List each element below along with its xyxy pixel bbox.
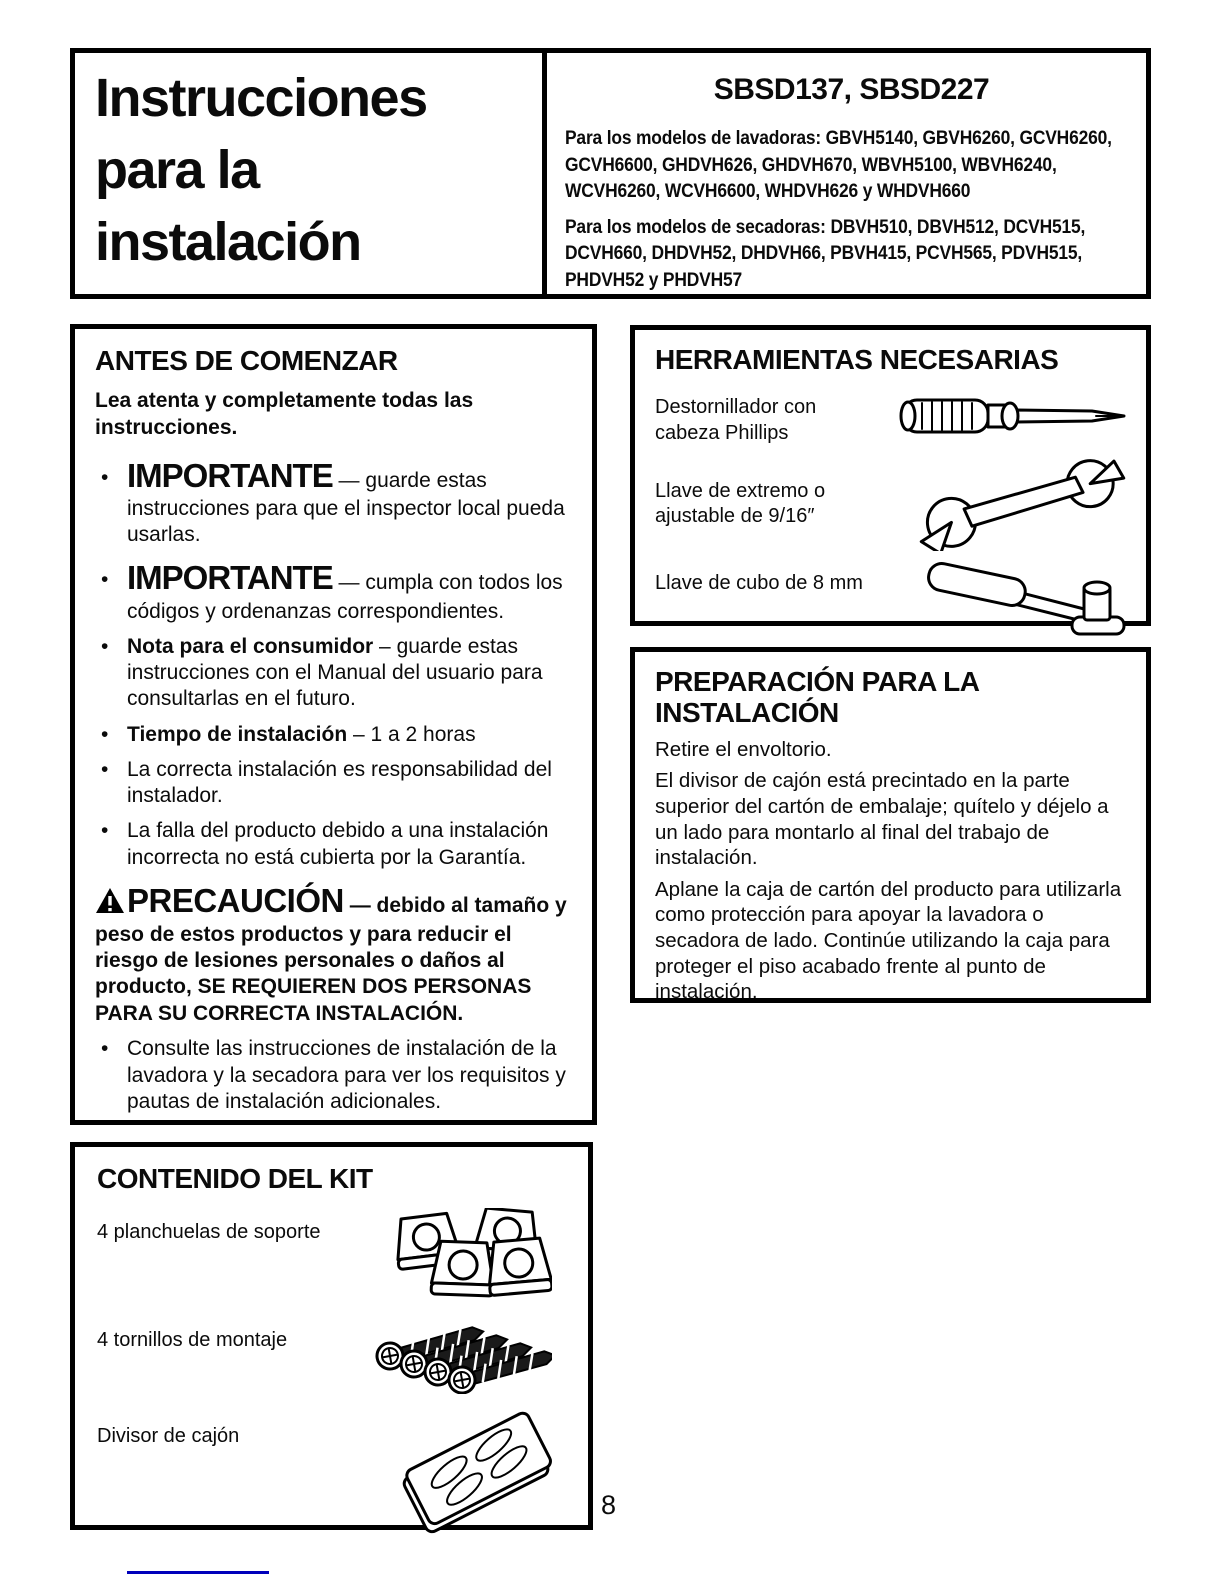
- warning-triangle-icon: [95, 887, 125, 914]
- important-item-2: [95, 557, 574, 625]
- caution-term: PRECAUCIÓN: [127, 881, 344, 919]
- list-item-text: La correcta instalación es responsabilidad del instalador.: [127, 757, 552, 808]
- page-title: Instrucciones para la instalación: [95, 68, 427, 272]
- kit-item-label: Divisor de cajón: [97, 1425, 240, 1448]
- footer-rule: [127, 1571, 269, 1574]
- dryer-models-list: Para los modelos de secadoras: DBVH510, DBVH512, DCVH515, DCVH660, DHDVH52, DHDVH66, PBVH415, PCVH565, PDVH515, PHDVH52 y PHDVH57: [565, 215, 1086, 291]
- caution-paragraph: [95, 880, 574, 1027]
- before-start-intro: Lea atenta y completamente todas las instrucciones.: [95, 389, 474, 440]
- tools-section: [630, 325, 1151, 626]
- important-item-1: [95, 455, 574, 549]
- header-box: [70, 48, 1151, 299]
- bullet-icon: •: [101, 634, 109, 658]
- list-item: [95, 757, 574, 810]
- preparation-paragraph: El divisor de cajón está precintado en la parte superior del cartón de embalaje; quítelo y déjelo a un lado para montarlo al final del trabajo de instalación.: [655, 769, 1109, 870]
- page-number: 8: [601, 1490, 617, 1520]
- kit-row: [97, 1402, 570, 1542]
- preparation-paragraph: Aplane la caja de cartón del producto para utilizarla como protección para apoyar la lavadora o secadora de lado. Continúe utilizando la caja para proteger el piso acabado frente al punto de instalación.: [655, 877, 1122, 1004]
- kit-row: [97, 1312, 570, 1394]
- bullet-icon: •: [101, 757, 109, 781]
- tool-row: [655, 459, 1130, 551]
- kit-row: [97, 1208, 570, 1306]
- before-start-title: ANTES DE COMENZAR: [95, 345, 398, 376]
- list-item-text: – guarde estas instrucciones con el Manual del usuario para consultarlas en el futuro.: [127, 634, 543, 711]
- preparation-title: PREPARACIÓN PARA LA INSTALACIÓN: [655, 666, 979, 729]
- open-end-wrench-icon: [914, 459, 1128, 551]
- list-item: [95, 1036, 574, 1115]
- bullet-icon: •: [101, 722, 109, 746]
- socket-wrench-icon: [922, 555, 1128, 641]
- header-title-cell: [75, 53, 547, 294]
- before-start-section: [70, 324, 597, 1125]
- kit-title: CONTENIDO DEL KIT: [97, 1163, 373, 1194]
- kit-item-label: 4 tornillos de montaje: [97, 1329, 288, 1352]
- kit-item-label: 4 planchuelas de soporte: [97, 1221, 321, 1244]
- list-item: [95, 722, 574, 748]
- washer-models-list: Para los modelos de lavadoras: GBVH5140, GBVH6260, GCVH6260, GCVH6600, GHDVH626, GHDVH670, WBVH5100, WBVH6240, WCVH6260, WCVH6600, WHDVH626 y WHDVH660: [565, 127, 1112, 203]
- caution-text: — debido al tamaño y peso de estos productos y para reducir el riesgo de lesiones personales o daños al producto, SE REQUIEREN DOS PERSONAS PARA SU CORRECTA INSTALACIÓN.: [95, 893, 567, 1025]
- bullet-icon: •: [101, 568, 109, 592]
- kit-model-numbers: SBSD137, SBSD227: [713, 73, 990, 106]
- bullet-icon: •: [101, 819, 109, 843]
- support-brackets-icon: [390, 1208, 552, 1306]
- drawer-divider-icon: [400, 1402, 552, 1542]
- list-item: [95, 634, 574, 713]
- important-term: IMPORTANTE: [127, 456, 333, 494]
- tool-row: [655, 555, 1130, 641]
- preparation-paragraph: Retire el envoltorio.: [655, 737, 832, 761]
- tools-title: HERRAMIENTAS NECESARIAS: [655, 344, 1059, 375]
- mounting-screws-icon: [374, 1312, 552, 1394]
- tool-row: [655, 387, 1130, 446]
- list-item-text: La falla del producto debido a una instalación incorrecta no está cubierta por la Garantía.: [127, 819, 549, 869]
- important-term: IMPORTANTE: [127, 559, 333, 597]
- important-text: — guarde estas instrucciones para que el inspector local pueda usarlas.: [127, 468, 565, 547]
- kit-contents-section: [70, 1142, 593, 1530]
- list-item: [95, 818, 574, 871]
- tool-label: Llave de cubo de 8 mm: [655, 571, 863, 594]
- phillips-screwdriver-icon: [896, 387, 1128, 445]
- bullet-icon: •: [101, 1037, 109, 1061]
- tool-label: Llave de extremo o ajustable de 9/16″: [655, 479, 826, 528]
- list-item-lead: Nota para el consumidor: [127, 634, 374, 658]
- header-models-cell: [547, 53, 1146, 294]
- list-item-text: Consulte las instrucciones de instalación de la lavadora y la secadora para ver los requisitos y pautas de instalación adicionales.: [127, 1037, 566, 1113]
- list-item-text: – 1 a 2 horas: [347, 722, 476, 746]
- preparation-section: [630, 647, 1151, 1003]
- tool-label: Destornillador con cabeza Phillips: [655, 396, 817, 444]
- list-item-lead: Tiempo de instalación: [127, 722, 348, 746]
- bullet-icon: •: [101, 465, 109, 489]
- important-text: — cumpla con todos los códigos y ordenanzas correspondientes.: [127, 571, 563, 623]
